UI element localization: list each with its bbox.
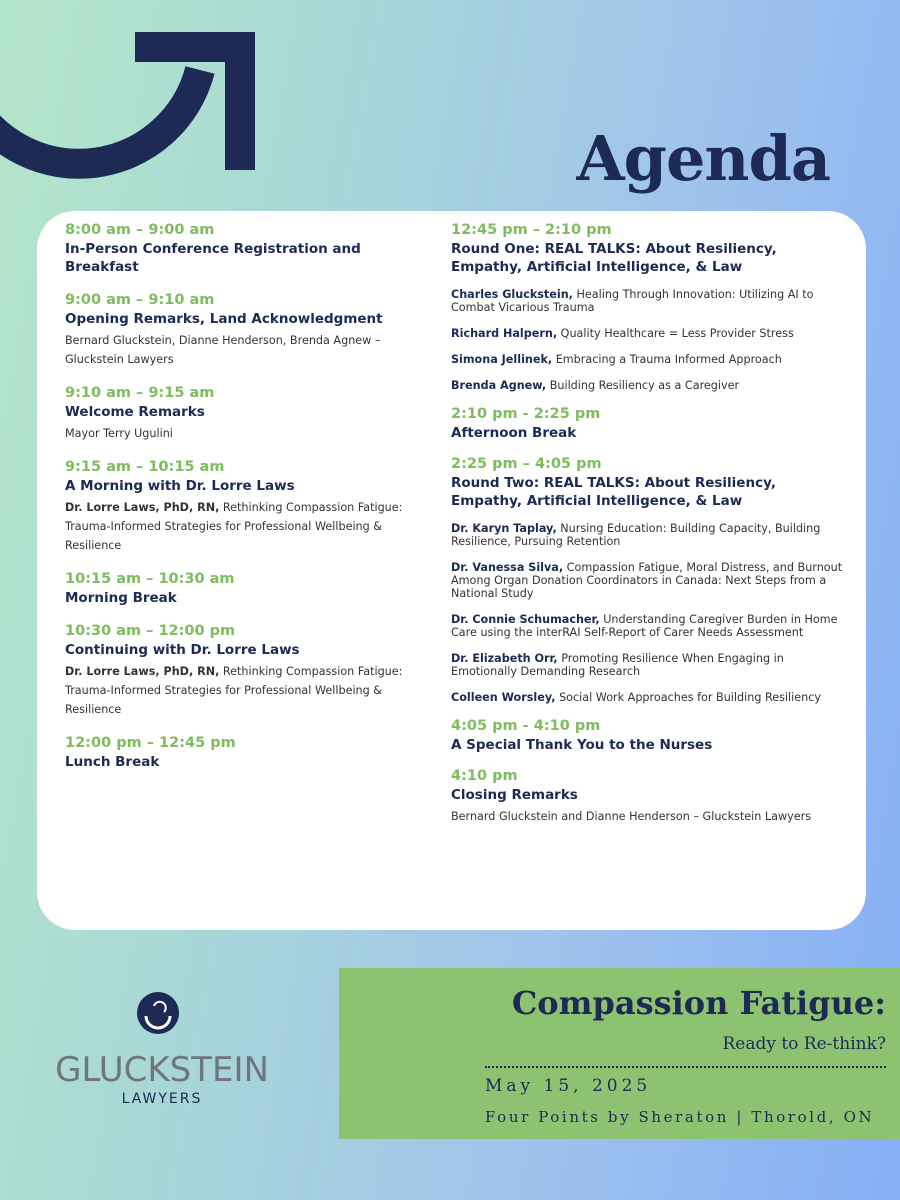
brand-name: GLUCKSTEIN: [55, 1050, 269, 1090]
event-banner: [339, 968, 900, 1139]
agenda-item: [65, 570, 435, 607]
agenda-time: 9:10 am – 9:15 am: [65, 385, 215, 401]
agenda-title: Closing Remarks: [451, 787, 578, 803]
agenda-item-round-one: [451, 221, 851, 392]
agenda-time: 2:25 pm – 4:05 pm: [451, 456, 602, 472]
talk-entry: [451, 691, 851, 704]
speaker-name: Dr. Lorre Laws, PhD, RN,: [65, 665, 220, 678]
speaker-name: Colleen Worsley,: [451, 691, 556, 704]
agenda-item-afternoon-break: [451, 405, 851, 442]
agenda-title: In-Person Conference Registration and Breakfast: [65, 241, 361, 275]
g-monogram-icon: [137, 992, 179, 1034]
talk-topic: Building Resiliency as a Caregiver: [549, 379, 740, 392]
agenda-time: 10:15 am – 10:30 am: [65, 571, 235, 587]
agenda-title: Lunch Break: [65, 754, 160, 770]
page-title: Agenda: [576, 122, 830, 195]
agenda-title: Opening Remarks, Land Acknowledgment: [65, 311, 383, 327]
talk-entry: [451, 379, 851, 392]
agenda-title: A Morning with Dr. Lorre Laws: [65, 478, 295, 494]
dotted-divider: [485, 1066, 886, 1068]
talk-entry: [451, 613, 851, 639]
talk-topic: Social Work Approaches for Building Resiliency: [559, 691, 822, 704]
speaker-name: Simona Jellinek,: [451, 353, 553, 366]
agenda-item: [65, 458, 435, 555]
agenda-item: [65, 221, 435, 276]
speaker-name: Dr. Vanessa Silva,: [451, 561, 564, 574]
talk-entry: [451, 353, 851, 366]
speaker-name: Dr. Karyn Taplay,: [451, 522, 557, 535]
agenda-time: 9:00 am – 9:10 am: [65, 292, 215, 308]
speaker-name: Dr. Connie Schumacher,: [451, 613, 600, 626]
talk-topic: Rethinking Compassion Fatigue: Trauma-Informed Strategies for Professional Wellbeing & Resilience: [65, 501, 403, 552]
agenda-item: [65, 622, 435, 719]
agenda-time: 8:00 am – 9:00 am: [65, 222, 215, 238]
agenda-title: A Special Thank You to the Nurses: [451, 737, 713, 753]
speaker-name: Charles Gluckstein,: [451, 288, 573, 301]
talk-entry: [451, 652, 851, 678]
agenda-title: Round Two: REAL TALKS: About Resiliency, Empathy, Artificial Intelligence, & Law: [451, 475, 776, 509]
speaker-name: Richard Halpern,: [451, 327, 558, 340]
talk-entry: [451, 561, 851, 600]
talk-entry: [451, 522, 851, 548]
agenda-title: Round One: REAL TALKS: About Resiliency, Empathy, Artificial Intelligence, & Law: [451, 241, 777, 275]
talk-topic: Rethinking Compassion Fatigue: Trauma-Informed Strategies for Professional Wellbeing & Resilience: [65, 665, 403, 716]
event-subtitle: Ready to Re-think?: [722, 1034, 886, 1054]
agenda-time: 4:05 pm - 4:10 pm: [451, 718, 601, 734]
agenda-detail: Mayor Terry Ugulini: [65, 427, 173, 440]
agenda-title: Continuing with Dr. Lorre Laws: [65, 642, 300, 658]
event-date: May 15, 2025: [485, 1076, 652, 1096]
agenda-detail: [65, 662, 435, 719]
agenda-left-column: [65, 221, 435, 786]
speaker-name: Brenda Agnew,: [451, 379, 547, 392]
agenda-time: 12:45 pm – 2:10 pm: [451, 222, 612, 238]
talk-topic: Nursing Education: Building Capacity, Building Resilience, Pursuing Retention: [451, 522, 821, 548]
talk-topic: Compassion Fatigue, Moral Distress, and Burnout Among Organ Donation Coordinators in Canada: Next Steps from a National Study: [451, 561, 843, 600]
agenda-detail: Bernard Gluckstein and Dianne Henderson – Gluckstein Lawyers: [451, 810, 812, 823]
agenda-title: Morning Break: [65, 590, 177, 606]
agenda-item: [65, 384, 435, 443]
agenda-time: 12:00 pm – 12:45 pm: [65, 735, 236, 751]
talk-entry: [451, 327, 851, 340]
agenda-time: 2:10 pm - 2:25 pm: [451, 406, 601, 422]
talk-topic: Understanding Caregiver Burden in Home Care using the interRAI Self-Report of Carer Needs Assessment: [451, 613, 838, 639]
agenda-right-column: [451, 221, 851, 839]
agenda-detail: [65, 498, 435, 555]
brand-logo: [37, 992, 287, 1122]
agenda-item-thank-you: [451, 717, 851, 754]
brand-subtitle: LAWYERS: [121, 1091, 203, 1107]
event-venue: Four Points by Sheraton | Thorold, ON: [485, 1108, 875, 1126]
agenda-item: [65, 291, 435, 369]
agenda-title: Afternoon Break: [451, 425, 577, 441]
talk-topic: Quality Healthcare = Less Provider Stress: [560, 327, 794, 340]
agenda-item: [65, 734, 435, 771]
event-title: Compassion Fatigue:: [511, 984, 886, 1022]
agenda-item-round-two: [451, 455, 851, 704]
talk-topic: Healing Through Innovation: Utilizing AI to Combat Vicarious Trauma: [451, 288, 814, 314]
agenda-item-closing: [451, 767, 851, 826]
speaker-name: Dr. Lorre Laws, PhD, RN,: [65, 501, 220, 514]
arrow-graphic: [0, 30, 260, 190]
agenda-detail: Bernard Gluckstein, Dianne Henderson, Brenda Agnew – Gluckstein Lawyers: [65, 334, 381, 366]
agenda-time: 10:30 am – 12:00 pm: [65, 623, 236, 639]
agenda-title: Welcome Remarks: [65, 404, 205, 420]
agenda-time: 9:15 am – 10:15 am: [65, 459, 225, 475]
talk-topic: Promoting Resilience When Engaging in Emotionally Demanding Research: [451, 652, 784, 678]
agenda-time: 4:10 pm: [451, 768, 518, 784]
agenda-card: [37, 211, 866, 930]
talk-entry: [451, 288, 851, 314]
speaker-name: Dr. Elizabeth Orr,: [451, 652, 558, 665]
talk-topic: Embracing a Trauma Informed Approach: [555, 353, 782, 366]
